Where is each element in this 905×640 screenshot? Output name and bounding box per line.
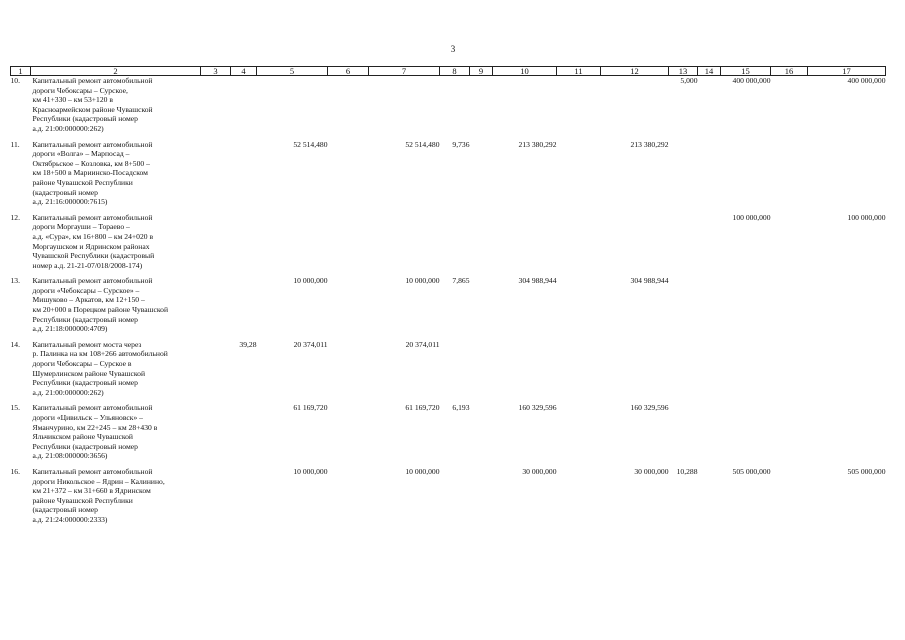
value-cell-col-3 — [201, 140, 231, 207]
object-name-line: а.д. 21:00:000000:262) — [32, 123, 104, 133]
object-name-line: районе Чувашской Республики — [32, 177, 133, 187]
value-cell-col-12: 30 000,000 — [634, 466, 669, 476]
value-cell-col-9 — [470, 403, 493, 461]
value-cell-col-4 — [231, 276, 257, 334]
value-cell-col-7: 52 514,480 — [405, 139, 440, 149]
value-cell-col-7: 20 374,011 — [405, 339, 440, 349]
object-name-line: дороги Чебоксары – Сурское, — [32, 85, 128, 95]
object-name-line: Республики (кадастровый номер — [32, 378, 138, 388]
value-cell-col-13 — [669, 403, 698, 461]
value-cell-col-9 — [470, 76, 493, 134]
value-cell-col-14 — [698, 276, 721, 334]
column-header: 2 — [31, 67, 201, 76]
column-header: 16 — [771, 67, 808, 76]
row-number: 14. — [10, 339, 20, 349]
value-cell-col-4: 39,28 — [239, 339, 257, 349]
value-cell-col-11 — [557, 403, 601, 461]
value-cell-col-3 — [201, 403, 231, 461]
object-name-line: а.д. 21:00:000000:262) — [32, 387, 104, 397]
column-number-row — [11, 67, 886, 76]
value-cell-col-14 — [698, 403, 721, 461]
table-row — [11, 467, 886, 525]
value-cell-col-13 — [669, 276, 698, 334]
column-header: 1 — [11, 67, 31, 76]
value-cell-col-8 — [440, 340, 470, 398]
value-cell-col-11 — [557, 76, 601, 134]
value-cell-col-5: 20 374,011 — [293, 339, 328, 349]
value-cell-col-3 — [201, 76, 231, 134]
column-header: 17 — [808, 67, 886, 76]
column-header: 12 — [601, 67, 669, 76]
value-cell-col-8: 6,193 — [452, 403, 470, 413]
value-cell-col-4 — [231, 467, 257, 525]
column-header: 4 — [231, 67, 257, 76]
object-name-line: Яльчикском районе Чувашской — [32, 432, 133, 442]
object-name-line: Капитальный ремонт автомобильной — [32, 276, 153, 286]
value-cell-col-10: 30 000,000 — [522, 466, 557, 476]
value-cell-col-8 — [440, 213, 470, 271]
value-cell-col-5 — [257, 213, 328, 271]
object-name-line: Моргаушском и Ядринском районах — [32, 241, 150, 251]
value-cell-col-5 — [257, 76, 328, 134]
value-cell-col-4 — [231, 76, 257, 134]
program-table — [10, 66, 886, 525]
value-cell-col-4 — [231, 403, 257, 461]
object-name-line: (кадастровый номер — [32, 187, 98, 197]
value-cell-col-15: 505 000,000 — [732, 466, 771, 476]
table-body — [11, 76, 886, 525]
object-name-line: номер а.д. 21-21-07/018/2008-174) — [32, 260, 143, 270]
row-number: 11. — [10, 139, 20, 149]
table-row — [11, 340, 886, 398]
value-cell-col-14 — [698, 340, 721, 398]
value-cell-col-11 — [557, 140, 601, 207]
value-cell-col-8: 7,865 — [452, 276, 470, 286]
row-number: 15. — [10, 403, 20, 413]
value-cell-col-4 — [231, 213, 257, 271]
object-name-line: Красноармейском районе Чувашской — [32, 104, 153, 114]
value-cell-col-4 — [231, 140, 257, 207]
value-cell-col-15 — [721, 276, 771, 334]
column-header: 9 — [470, 67, 493, 76]
value-cell-col-8: 9,736 — [452, 139, 470, 149]
object-name-line: Республики (кадастровый номер — [32, 314, 138, 324]
object-name-line: а.д. 21:24:000000:2333) — [32, 514, 108, 524]
object-name-line: дороги «Волга» – Марпосад – — [32, 149, 130, 159]
value-cell-col-10 — [493, 340, 557, 398]
value-cell-col-12 — [601, 340, 669, 398]
object-name-line: а.д. 21:18:000000:4709) — [32, 324, 108, 334]
value-cell-col-15 — [721, 340, 771, 398]
value-cell-col-6 — [328, 340, 369, 398]
object-name-line: Республики (кадастровый номер — [32, 114, 138, 124]
value-cell-col-8 — [440, 76, 470, 134]
object-name-line: Капитальный ремонт моста через — [32, 339, 142, 349]
value-cell-col-11 — [557, 213, 601, 271]
table-row — [11, 76, 886, 134]
object-name-cell — [31, 213, 201, 271]
value-cell-col-9 — [470, 140, 493, 207]
value-cell-col-15: 400 000,000 — [732, 76, 771, 85]
value-cell-col-5: 61 169,720 — [293, 403, 328, 413]
value-cell-col-12: 160 329,596 — [630, 403, 669, 413]
value-cell-col-8 — [440, 467, 470, 525]
value-cell-col-10: 160 329,596 — [518, 403, 557, 413]
value-cell-col-10 — [493, 213, 557, 271]
value-cell-col-6 — [328, 467, 369, 525]
column-header: 14 — [698, 67, 721, 76]
value-cell-col-16 — [771, 76, 808, 134]
value-cell-col-3 — [201, 467, 231, 525]
column-header: 7 — [369, 67, 440, 76]
value-cell-col-7 — [369, 76, 440, 134]
object-name-line: Капитальный ремонт автомобильной — [32, 76, 153, 85]
value-cell-col-17: 505 000,000 — [847, 466, 886, 476]
table-row — [11, 276, 886, 334]
object-name-line: Капитальный ремонт автомобильной — [32, 212, 153, 222]
value-cell-col-6 — [328, 140, 369, 207]
object-name-line: районе Чувашской Республики — [32, 495, 133, 505]
row-number: 12. — [10, 212, 20, 222]
value-cell-col-14 — [698, 76, 721, 134]
page-number: 3 — [450, 44, 456, 54]
object-name-line: Капитальный ремонт автомобильной — [32, 403, 153, 413]
column-header: 5 — [257, 67, 328, 76]
object-name-line: Республики (кадастровый номер — [32, 441, 138, 451]
value-cell-col-6 — [328, 213, 369, 271]
value-cell-col-17 — [808, 340, 886, 398]
value-cell-col-10: 304 988,944 — [518, 276, 557, 286]
object-name-line: дороги Чебоксары – Сурское в — [32, 359, 132, 369]
value-cell-col-12 — [601, 76, 669, 134]
value-cell-col-6 — [328, 403, 369, 461]
object-name-line: дороги Никольское – Ядрин – Калинино, — [32, 476, 165, 486]
table-row — [11, 140, 886, 207]
value-cell-col-12: 304 988,944 — [630, 276, 669, 286]
value-cell-col-15 — [721, 140, 771, 207]
value-cell-col-16 — [771, 403, 808, 461]
value-cell-col-5: 52 514,480 — [293, 139, 328, 149]
object-name-line: дороги «Цивильск – Ульяновск» – — [32, 413, 143, 422]
row-number: 10. — [10, 76, 20, 85]
value-cell-col-13 — [669, 213, 698, 271]
object-name-line: (кадастровый номер — [32, 505, 98, 515]
value-cell-col-13: 10,288 — [676, 466, 698, 476]
object-name-line: Мишуково – Аркатов, км 12+150 – — [32, 295, 145, 305]
object-name-cell — [31, 76, 201, 134]
value-cell-col-12 — [601, 213, 669, 271]
value-cell-col-5: 10 000,000 — [293, 466, 328, 476]
object-name-cell — [31, 276, 201, 334]
value-cell-col-16 — [771, 140, 808, 207]
value-cell-col-10 — [493, 76, 557, 134]
value-cell-col-13 — [669, 340, 698, 398]
value-cell-col-6 — [328, 276, 369, 334]
value-cell-col-14 — [698, 467, 721, 525]
object-name-line: Капитальный ремонт автомобильной — [32, 139, 153, 149]
value-cell-col-9 — [470, 276, 493, 334]
value-cell-col-3 — [201, 276, 231, 334]
value-cell-col-13 — [669, 140, 698, 207]
table-row — [11, 403, 886, 461]
object-name-line: дороги «Чебоксары – Сурское» – — [32, 285, 140, 295]
value-cell-col-5: 10 000,000 — [293, 276, 328, 286]
object-name-line: км 41+330 – км 53+120 в — [32, 95, 113, 105]
column-header: 8 — [440, 67, 470, 76]
value-cell-col-17: 400 000,000 — [847, 76, 886, 85]
object-name-line: Яманчурино, км 22+245 – км 28+430 в — [32, 422, 158, 432]
object-name-line: р. Палинка на км 108+266 автомобильной — [32, 349, 168, 359]
object-name-line: км 21+372 – км 31+660 в Ядринском — [32, 486, 151, 496]
column-header: 11 — [557, 67, 601, 76]
value-cell-col-7: 10 000,000 — [405, 466, 440, 476]
value-cell-col-16 — [771, 467, 808, 525]
value-cell-col-17 — [808, 276, 886, 334]
row-number: 13. — [10, 276, 20, 286]
value-cell-col-3 — [201, 213, 231, 271]
value-cell-col-14 — [698, 213, 721, 271]
column-header: 15 — [721, 67, 771, 76]
value-cell-col-12: 213 380,292 — [630, 139, 669, 149]
value-cell-col-7 — [369, 213, 440, 271]
value-cell-col-7: 10 000,000 — [405, 276, 440, 286]
value-cell-col-16 — [771, 213, 808, 271]
object-name-cell — [31, 140, 201, 207]
object-name-line: км 20+000 в Порецком районе Чувашской — [32, 305, 169, 315]
value-cell-col-10: 213 380,292 — [518, 139, 557, 149]
row-number: 16. — [10, 466, 20, 476]
object-name-cell — [31, 340, 201, 398]
value-cell-col-6 — [328, 76, 369, 134]
value-cell-col-11 — [557, 467, 601, 525]
object-name-line: дороги Моргауши – Тораево – — [32, 222, 130, 232]
object-name-line: а.д. 21:08:000000:3656) — [32, 451, 108, 461]
value-cell-col-13: 5,000 — [680, 76, 698, 85]
object-name-cell — [31, 467, 201, 525]
value-cell-col-7: 61 169,720 — [405, 403, 440, 413]
object-name-line: Чувашской Республики (кадастровый — [32, 251, 155, 261]
column-header: 6 — [328, 67, 369, 76]
value-cell-col-9 — [470, 467, 493, 525]
table-row — [11, 213, 886, 271]
object-name-line: Октябрьское – Козловка, км 8+500 – — [32, 158, 150, 168]
value-cell-col-11 — [557, 276, 601, 334]
value-cell-col-9 — [470, 340, 493, 398]
value-cell-col-16 — [771, 276, 808, 334]
value-cell-col-17 — [808, 140, 886, 207]
column-header: 3 — [201, 67, 231, 76]
column-header: 13 — [669, 67, 698, 76]
object-name-line: км 18+500 в Мариинско-Посадском — [32, 168, 148, 178]
value-cell-col-9 — [470, 213, 493, 271]
object-name-line: а.д. «Сура», км 16+800 – км 24+020 в — [32, 231, 154, 241]
value-cell-col-15 — [721, 403, 771, 461]
object-name-line: Капитальный ремонт автомобильной — [32, 466, 153, 476]
value-cell-col-3 — [201, 340, 231, 398]
value-cell-col-17 — [808, 403, 886, 461]
column-header: 10 — [493, 67, 557, 76]
value-cell-col-16 — [771, 340, 808, 398]
object-name-line: а.д. 21:16:000000:7615) — [32, 197, 108, 207]
value-cell-col-15: 100 000,000 — [732, 212, 771, 222]
value-cell-col-11 — [557, 340, 601, 398]
object-name-line: Шумерлинском районе Чувашской — [32, 368, 146, 378]
object-name-cell — [31, 403, 201, 461]
value-cell-col-17: 100 000,000 — [847, 212, 886, 222]
value-cell-col-14 — [698, 140, 721, 207]
table-header — [11, 67, 886, 76]
